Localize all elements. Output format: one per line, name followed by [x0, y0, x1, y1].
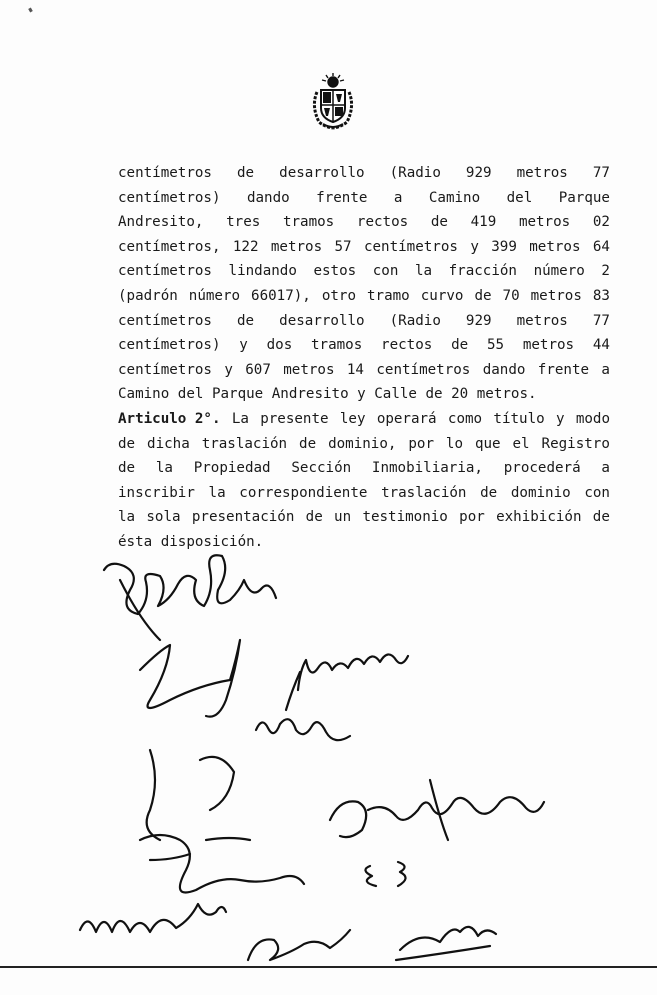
signature-stroke — [140, 640, 240, 717]
word: centímetros) — [118, 189, 221, 206]
word: otro — [321, 287, 357, 304]
article-first-line — [118, 407, 610, 432]
word: (Radio — [389, 165, 441, 181]
word: como — [447, 410, 483, 427]
word: 70 — [502, 287, 520, 304]
word: modo — [575, 410, 610, 427]
word: 14 — [346, 361, 364, 378]
article-line — [118, 432, 610, 457]
article-last-text: ésta disposición. — [118, 533, 264, 550]
word: tres — [226, 214, 261, 231]
signature-stroke — [104, 555, 276, 614]
word: presentación — [191, 509, 295, 526]
word: 399 — [491, 238, 517, 255]
bottom-rule — [0, 966, 657, 968]
paragraph-line — [118, 259, 610, 284]
word: título — [493, 410, 545, 427]
signature-stroke — [256, 719, 350, 740]
word: Camino — [428, 189, 481, 206]
word: traslación — [201, 435, 288, 452]
word: de — [299, 435, 317, 452]
word: del — [506, 189, 533, 206]
word: (Radio — [389, 312, 441, 329]
word: (padrón — [118, 287, 178, 304]
word: dos — [266, 337, 293, 354]
word: testimonio — [362, 509, 448, 526]
word: metros — [516, 165, 568, 181]
word: centímetros — [363, 238, 458, 255]
paragraph-line — [118, 358, 610, 383]
signature-stroke — [298, 654, 408, 690]
word: 57 — [334, 238, 352, 255]
corner-mark — [28, 8, 33, 13]
word: 55 — [486, 337, 505, 354]
word: Sección — [291, 460, 352, 477]
word: Parque — [558, 189, 610, 206]
coat-of-arms-icon — [309, 72, 357, 130]
word: con — [584, 484, 610, 501]
signature-stroke — [396, 946, 490, 960]
word: sola — [146, 509, 181, 526]
word: 929 — [465, 165, 492, 181]
word: número — [188, 287, 241, 304]
word: y — [239, 337, 248, 354]
handwritten-signatures — [0, 540, 657, 980]
word: centímetros, — [118, 238, 221, 255]
word: la — [208, 484, 226, 501]
word: metros — [270, 238, 323, 255]
word: desarrollo — [279, 165, 365, 181]
word: metros — [529, 238, 581, 255]
word: dominio — [510, 484, 571, 501]
signature-stroke — [365, 862, 405, 886]
word: a — [601, 460, 610, 477]
word: lo — [445, 435, 464, 452]
word: traslación — [381, 484, 467, 501]
word: de — [430, 214, 448, 231]
word: ley — [339, 410, 366, 427]
article-label: Articulo 2°. — [118, 410, 221, 427]
word: un — [334, 509, 352, 526]
word: tramo — [367, 287, 410, 304]
word: centímetros — [376, 361, 471, 378]
word: desarrollo — [279, 312, 365, 329]
word: 607 — [245, 361, 271, 378]
word: Inmobiliaria, — [371, 460, 483, 477]
article-line — [118, 505, 610, 530]
word: tramos — [282, 214, 335, 231]
word: rectos — [356, 214, 409, 231]
word: centímetros — [118, 263, 212, 280]
word: presente — [260, 410, 329, 427]
signature-stroke — [140, 835, 304, 893]
signature-stroke — [248, 930, 350, 960]
word: estos — [313, 263, 357, 280]
word: la — [414, 263, 433, 280]
signature-stroke — [150, 838, 250, 860]
paragraph-line — [118, 210, 610, 235]
word: de — [118, 435, 136, 452]
word: 77 — [592, 312, 610, 329]
word: y — [555, 410, 565, 427]
paragraph-line — [118, 284, 610, 309]
word: dicha — [147, 435, 190, 452]
paragraph-last-line — [118, 382, 610, 407]
word: metros — [530, 287, 582, 304]
word: centímetros — [118, 361, 212, 378]
word: 44 — [592, 337, 610, 354]
word: Registro — [541, 435, 610, 452]
word: con — [372, 263, 399, 280]
signature-stroke — [80, 904, 226, 932]
word: tramos — [311, 337, 363, 354]
paragraph-last-text: Camino del Parque Andresito y Calle de 20 metros. — [118, 386, 537, 403]
word: 2 — [601, 263, 610, 280]
word: y — [224, 361, 233, 378]
word: centímetros) — [118, 337, 221, 354]
word: fracción — [448, 263, 517, 280]
word: de — [451, 337, 469, 354]
word: dando — [482, 361, 526, 378]
word: la — [118, 509, 136, 526]
word: 122 — [232, 238, 259, 255]
word: 77 — [592, 165, 610, 181]
article-line — [118, 481, 610, 506]
word: el — [512, 435, 530, 452]
word: y — [470, 238, 479, 255]
word: por — [408, 435, 434, 452]
word: inscribir — [118, 484, 195, 501]
word: dominio, — [328, 435, 397, 452]
word: correspondiente — [239, 484, 368, 501]
word: metros — [516, 312, 568, 329]
word: de — [237, 165, 255, 181]
word: de — [480, 484, 498, 501]
document-body — [118, 161, 610, 555]
word: Propiedad — [193, 460, 271, 477]
article-line — [118, 456, 610, 481]
word: que — [474, 435, 501, 452]
word: 02 — [592, 214, 610, 231]
word: centímetros — [118, 312, 212, 329]
word: operará — [376, 410, 437, 427]
word: número — [533, 263, 585, 280]
word: rectos — [381, 337, 433, 354]
word: 929 — [465, 312, 492, 329]
word: metros — [283, 361, 335, 378]
paragraph-line — [118, 161, 610, 186]
word: de — [592, 509, 610, 526]
word: de — [305, 509, 323, 526]
word: Andresito, — [118, 214, 204, 231]
paragraph-line — [118, 333, 610, 358]
word: dando — [246, 189, 290, 206]
word: metros — [518, 214, 571, 231]
paragraph-line — [118, 235, 610, 260]
word: La — [231, 410, 249, 427]
word: 419 — [470, 214, 497, 231]
word: 64 — [592, 238, 610, 255]
word: centímetros — [118, 165, 212, 181]
word: procederá — [503, 460, 581, 477]
word: 66017), — [251, 287, 311, 304]
word: frente — [316, 189, 368, 206]
word: lindando — [228, 263, 297, 280]
word: frente — [537, 361, 590, 378]
word: a — [601, 361, 610, 378]
word: metros — [522, 337, 575, 354]
signature-stroke — [147, 750, 234, 840]
paragraph-line — [118, 309, 610, 334]
paragraph-line — [118, 186, 610, 211]
word: de — [237, 312, 255, 329]
word: de — [118, 460, 136, 477]
word: de — [474, 287, 492, 304]
word: a — [393, 189, 403, 206]
word: la — [155, 460, 173, 477]
word: curvo — [420, 287, 464, 304]
word: 83 — [592, 287, 610, 304]
word: por — [459, 509, 485, 526]
word: exhibición — [496, 509, 582, 526]
